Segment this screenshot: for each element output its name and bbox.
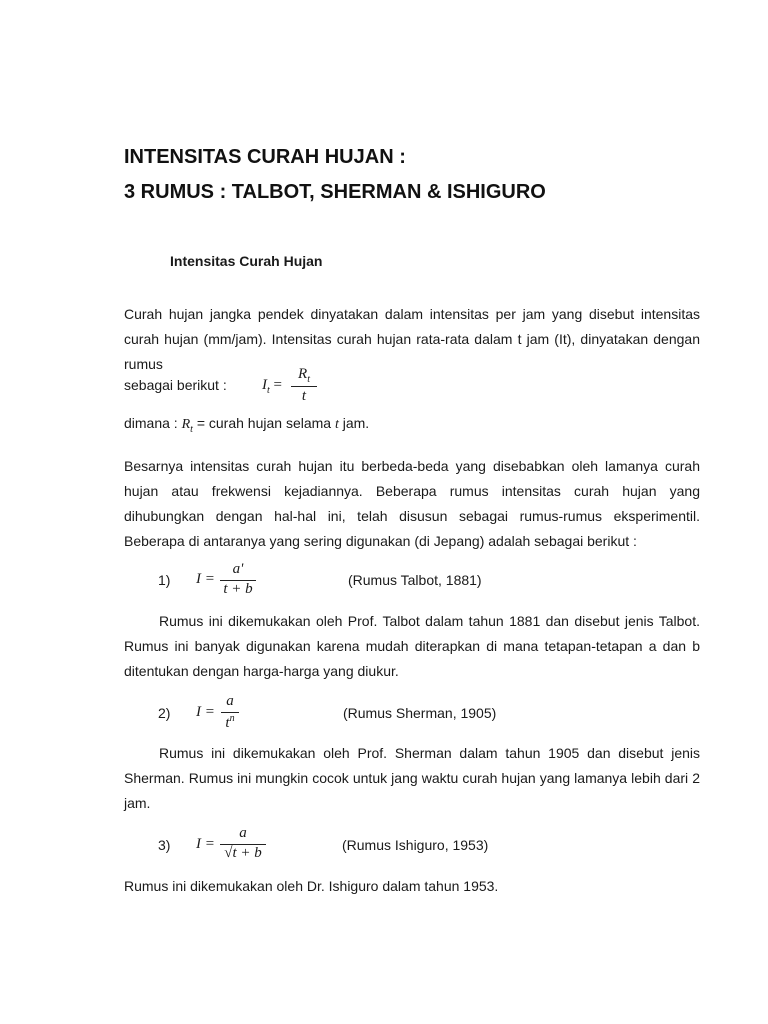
formula3-den-rest: + b	[236, 845, 262, 861]
formula3-lhs: I =	[196, 836, 215, 852]
formula3-number: 3)	[158, 837, 171, 853]
formula1-denominator: t + b	[223, 581, 253, 597]
dimana-line	[124, 415, 369, 435]
eq0-numerator	[291, 366, 317, 385]
dimana-var-sub: t	[190, 423, 193, 435]
dimana-var: R	[181, 417, 191, 432]
paragraph-5: Rumus ini dikemukakan oleh Dr. Ishiguro dalam tahun 1953.	[124, 878, 499, 894]
sebagai-label: sebagai berikut :	[124, 377, 227, 393]
eq0-fraction	[291, 366, 317, 406]
formula1-number: 1)	[158, 572, 171, 588]
formula1-fraction	[220, 561, 256, 601]
formula2-fraction	[221, 693, 239, 733]
eq0-denominator: t	[301, 388, 307, 404]
formula3-numerator: a	[239, 825, 247, 841]
formula2-den-base: t	[225, 715, 230, 731]
formula2-reference: (Rumus Sherman, 1905)	[343, 705, 497, 721]
dimana-suffix: jam.	[338, 415, 370, 431]
dimana-prefix: dimana :	[124, 415, 182, 431]
formula1-reference: (Rumus Talbot, 1881)	[348, 572, 482, 588]
eq0-equals: =	[273, 377, 282, 393]
formula2-den-exp: n	[229, 713, 235, 724]
section-subheading: Intensitas Curah Hujan	[170, 253, 323, 269]
dimana-t: t	[334, 417, 339, 432]
document-title-line1: INTENSITAS CURAH HUJAN :	[124, 146, 406, 168]
formula2-number: 2)	[158, 705, 171, 721]
formula3-root-sign: √	[224, 845, 233, 861]
eq0-lhs-var: I	[262, 377, 267, 393]
paragraph-2: Besarnya intensitas curah hujan itu berbeda-beda yang disebabkan oleh lamanya curah hujan atau frekwensi kejadiannya. Beberapa rumus intensitas curah hujan yang dihubungkan dengan hal-hal ini, telah disusun sebagai rumus-rumus eksperimentil. Beberapa di antaranya yang sering digunakan (di Jepang) adalah sebagai berikut :	[124, 458, 700, 549]
dimana-mid: = curah hujan selama	[192, 415, 335, 431]
formula3-radicand: t	[232, 845, 237, 861]
paragraph-4: Rumus ini dikemukakan oleh Prof. Sherman dalam tahun 1905 dan disebut jenis Sherman. Rumus ini mungkin cocok untuk jang waktu curah hujan yang lamanya lebih dari 2 jam.	[124, 745, 700, 811]
eq0-fraction-bar	[291, 386, 317, 387]
document-title-line2: 3 RUMUS : TALBOT, SHERMAN & ISHIGURO	[124, 181, 546, 203]
formula2-denominator	[221, 713, 239, 732]
eq0-num-sub: t	[307, 374, 310, 385]
formula2-numerator: a	[226, 693, 234, 709]
formula1-numerator: a'	[232, 561, 244, 577]
formula2-lhs: I =	[196, 704, 215, 720]
formula1-lhs: I =	[196, 571, 215, 587]
formula3-denominator	[220, 845, 266, 862]
eq0-lhs	[262, 377, 282, 396]
eq0-lhs-sub: t	[267, 385, 270, 396]
intro-paragraph: Curah hujan jangka pendek dinyatakan dalam intensitas per jam yang disebut intensitas curah hujan (mm/jam). Intensitas curah hujan rata-rata dalam t jam (It), dinyatakan dengan rumus	[124, 306, 700, 372]
paragraph-3: Rumus ini dikemukakan oleh Prof. Talbot dalam tahun 1881 dan disebut jenis Talbot. Rumus ini banyak digunakan karena mudah diterapkan di mana tetapan-tetapan a dan b ditentukan dengan harga-harga yang diukur.	[124, 613, 700, 679]
formula3-fraction	[220, 825, 266, 865]
formula3-reference: (Rumus Ishiguro, 1953)	[342, 837, 489, 853]
eq0-num-var: R	[298, 366, 308, 382]
